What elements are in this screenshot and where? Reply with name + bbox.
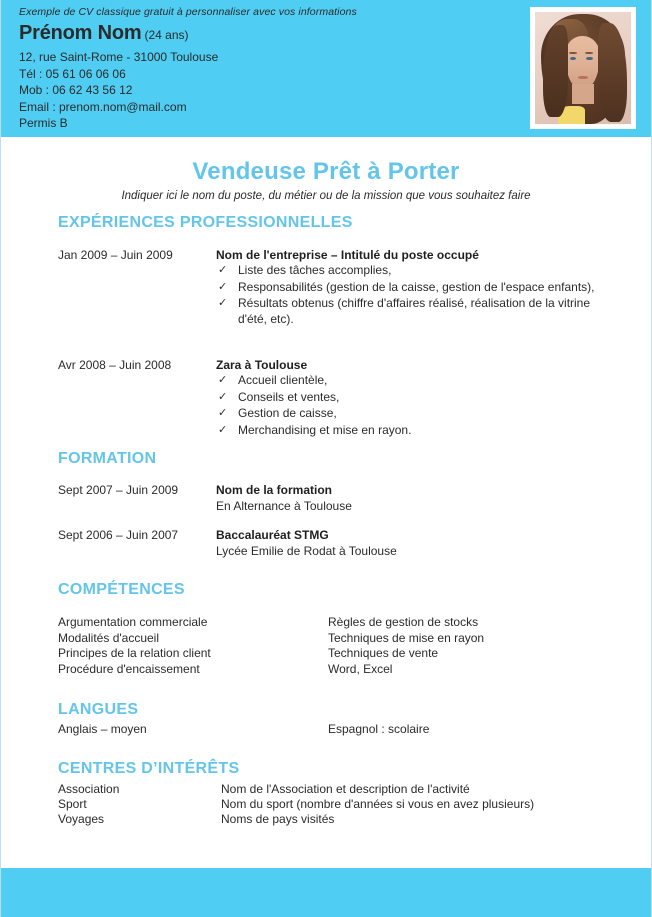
cv-body [1,137,651,826]
page-subtitle: Indiquer ici le nom du poste, du métier ou de la mission que vous souhaitez faire [121,190,531,202]
entry-heading: Baccalauréat STMG [216,528,329,542]
list-item: Procédure d'encaissement [58,661,200,676]
entry-bullet-list [216,373,616,438]
footer-band [0,868,652,917]
interest-row [58,812,618,828]
interest-label: Association [58,782,120,796]
email-line: Email : prenom.nom@mail.com [19,99,187,114]
list-item [216,373,616,389]
check-icon: ✓ [218,280,228,293]
header-band [0,0,652,137]
check-icon: ✓ [218,407,228,419]
entry-heading: Zara à Toulouse [216,358,308,372]
section-heading-langues: LANGUES [58,701,139,718]
list-item-text: Accueil clientèle, [238,373,328,387]
photo-neck [572,84,593,104]
list-item-text: Conseils et ventes, [238,389,340,404]
address-line: 12, rue Saint-Rome - 31000 Toulouse [19,50,219,64]
phone-line: Tél : 05 61 06 06 06 [19,66,126,81]
interest-description: Noms de pays visités [221,812,335,826]
list-item: Argumentation commerciale [58,615,208,629]
langues-column-left [58,722,323,738]
list-item: Word, Excel [328,661,393,676]
entry-body [216,527,616,559]
photo-brow-right [585,52,593,54]
competences-column-right [328,615,618,677]
check-icon: ✓ [218,423,228,436]
list-item: Techniques de mise en rayon [328,630,485,645]
photo-brow-left [569,52,577,54]
list-item: Principes de la relation client [58,646,211,660]
interest-row [58,782,618,798]
list-item [216,296,616,327]
interest-row [58,797,618,813]
header-contact-block [19,6,499,132]
interest-description: Nom du sport (nombre d'années si vous en avez plusieurs) [221,797,535,811]
entry-heading: Nom de l'entreprise – Intitulé du poste occupé [216,248,479,262]
list-item: Techniques de vente [328,646,439,660]
list-item-text: Résultats obtenus (chiffre d'affaires réalisé, réalisation de la vitrine d'été, etc). [238,296,591,326]
entry-body [216,482,616,514]
photo-mouth [578,76,588,79]
entry-body [216,247,616,328]
interest-label: Sport [58,797,87,811]
photo-frame [530,7,636,129]
list-item: Espagnol : scolaire [328,722,430,736]
list-item-text: Responsabilités (gestion de la caisse, gestion de l'espace enfants), [238,279,595,294]
list-item: Anglais – moyen [58,722,147,736]
list-item-text: Liste des tâches accomplies, [238,263,392,277]
entry-date: Sept 2006 – Juin 2007 [58,528,179,542]
list-item-text: Merchandising et mise en rayon. [238,422,412,437]
list-item: Modalités d'accueil [58,630,160,645]
interest-label: Voyages [58,812,105,826]
candidate-age: (24 ans) [144,28,189,42]
interest-description: Nom de l'Association et description de l'activité [221,782,470,796]
section-heading-formation: FORMATION [58,450,157,467]
list-item-text: Gestion de caisse, [238,406,337,420]
list-item [216,406,616,422]
avatar [535,12,631,124]
entry-subtext: Lycée Emilie de Rodat à Toulouse [216,544,397,558]
entry-bullet-list [216,263,616,327]
entry-body [216,357,616,439]
entry-date: Jan 2009 – Juin 2009 [58,248,173,262]
section-heading-competences: COMPÉTENCES [58,581,185,598]
entry-heading: Nom de la formation [216,483,333,497]
entry-date: Sept 2007 – Juin 2009 [58,483,179,497]
entry-date: Avr 2008 – Juin 2008 [58,358,172,372]
entry-subtext: En Alternance à Toulouse [216,499,352,513]
candidate-name: Prénom Nom [19,22,142,44]
mobile-line: Mob : 06 62 43 56 12 [19,83,133,97]
list-item [216,280,616,296]
licence-line: Permis B [19,116,68,130]
list-item [216,423,616,439]
section-heading-interets: CENTRES D’INTÉRÊTS [58,760,240,777]
tagline: Exemple de CV classique gratuit à personnaliser avec vos informations [19,6,357,18]
section-heading-experience: EXPÉRIENCES PROFESSIONNELLES [58,214,353,231]
check-icon: ✓ [218,374,228,386]
check-icon: ✓ [218,390,228,403]
competences-column-left [58,615,323,677]
list-item [216,263,616,279]
langues-column-right [328,722,618,738]
check-icon: ✓ [218,297,228,309]
list-item: Règles de gestion de stocks [328,615,479,629]
name-line [19,22,499,46]
page-title: Vendeuse Prêt à Porter [192,158,460,185]
list-item [216,390,616,406]
check-icon: ✓ [218,264,228,276]
